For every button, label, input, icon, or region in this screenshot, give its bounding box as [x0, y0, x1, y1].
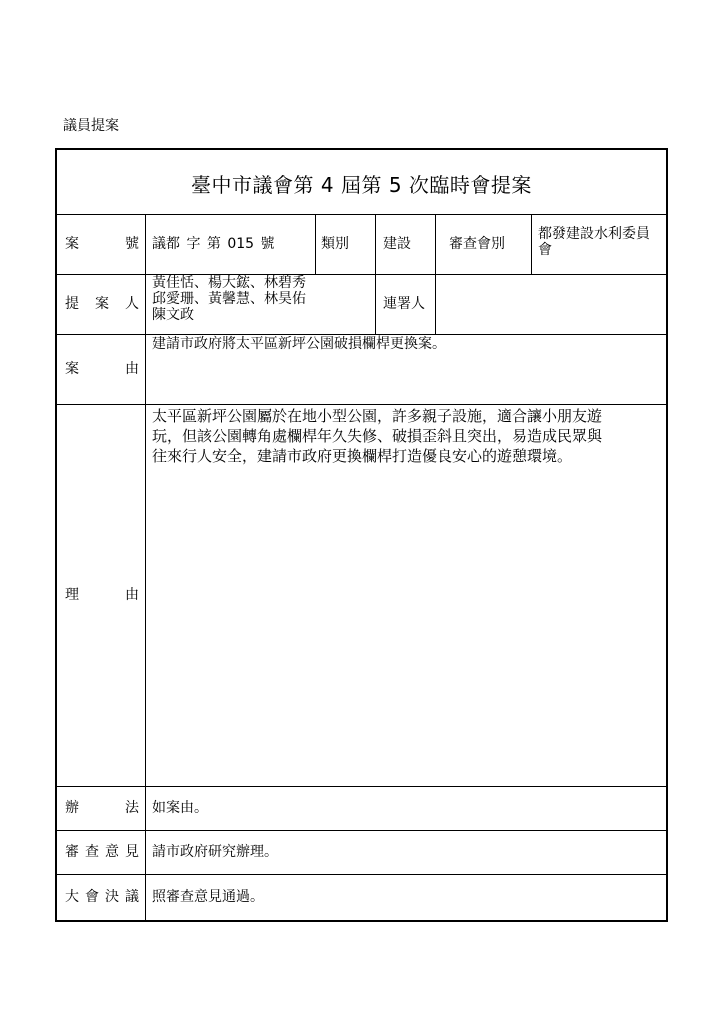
proposer-name-line: 黃佳恬、楊大鋐、林碧秀: [152, 275, 306, 291]
review-opinion-label-char: 審: [65, 844, 79, 860]
reason-line: 玩，但該公園轉角處欄桿年久失修、破損歪斜且突出，易造成民眾與: [152, 427, 603, 445]
resolution-label-char: 決: [105, 889, 119, 905]
review-opinion-label-char: 見: [125, 844, 139, 860]
cosigner-label: 連署人: [383, 296, 425, 312]
cosigner-value: [442, 274, 662, 334]
form-title: 臺中市議會第 4 屆第 5 次臨時會提案: [191, 172, 532, 197]
subject-value: 建請市政府將太平區新坪公園破損欄桿更換案。: [152, 336, 446, 352]
category-label: 類別: [321, 236, 349, 252]
column-divider: [315, 214, 316, 274]
column-divider: [531, 214, 532, 274]
column-divider: [145, 214, 146, 920]
proposer-label-char: 提: [65, 296, 79, 312]
reason-label: [65, 404, 139, 786]
subject-label: [65, 334, 139, 404]
proposer-names: [152, 275, 372, 333]
case-number-value: 議都 字 第 015 號: [152, 236, 275, 252]
resolution-label: [65, 874, 139, 920]
reason-text: [152, 406, 664, 486]
column-divider: [435, 214, 436, 274]
subject-label-char: 案: [65, 361, 79, 377]
reason-line: 往來行人安全，建請市政府更換欄桿打造優良安心的遊憩環境。: [152, 447, 573, 465]
review-committee-value: 都發建設水利委員會: [538, 226, 650, 258]
review-committee-label: 審查會別: [449, 236, 505, 252]
review-opinion-label: [65, 830, 139, 874]
column-divider: [375, 214, 376, 334]
method-value: 如案由。: [152, 800, 208, 816]
resolution-value: 照審查意見通過。: [152, 889, 264, 905]
document-type-label: 議員提案: [63, 118, 119, 134]
resolution-label-char: 大: [65, 889, 79, 905]
reason-label-char: 理: [65, 587, 79, 603]
case-number-label: [65, 214, 139, 274]
reason-line: 太平區新坪公園屬於在地小型公園，許多親子設施，適合讓小朋友遊: [152, 407, 603, 425]
case-number-label-char: 案: [65, 236, 79, 252]
category-value: 建設: [383, 236, 411, 252]
proposer-name-line: 邱愛珊、黃馨慧、林昊佑: [152, 291, 306, 307]
row-divider: [57, 334, 666, 335]
column-divider: [435, 274, 436, 334]
method-label-char: 法: [125, 800, 139, 816]
case-number-label-char: 號: [125, 236, 139, 252]
reason-label-char: 由: [125, 587, 139, 603]
resolution-label-char: 議: [125, 889, 139, 905]
proposer-name-line: 陳文政: [152, 307, 194, 323]
row-divider: [57, 404, 666, 405]
review-opinion-label-char: 查: [85, 844, 99, 860]
method-label-char: 辦: [65, 800, 79, 816]
subject-label-char: 由: [125, 361, 139, 377]
review-opinion-value: 請市政府研究辦理。: [152, 844, 278, 860]
review-opinion-label-char: 意: [105, 844, 119, 860]
proposer-label-char: 案: [95, 296, 109, 312]
proposer-label: [65, 274, 139, 334]
proposal-form: [55, 148, 668, 922]
resolution-label-char: 會: [85, 889, 99, 905]
method-label: [65, 786, 139, 830]
proposer-label-char: 人: [125, 296, 139, 312]
